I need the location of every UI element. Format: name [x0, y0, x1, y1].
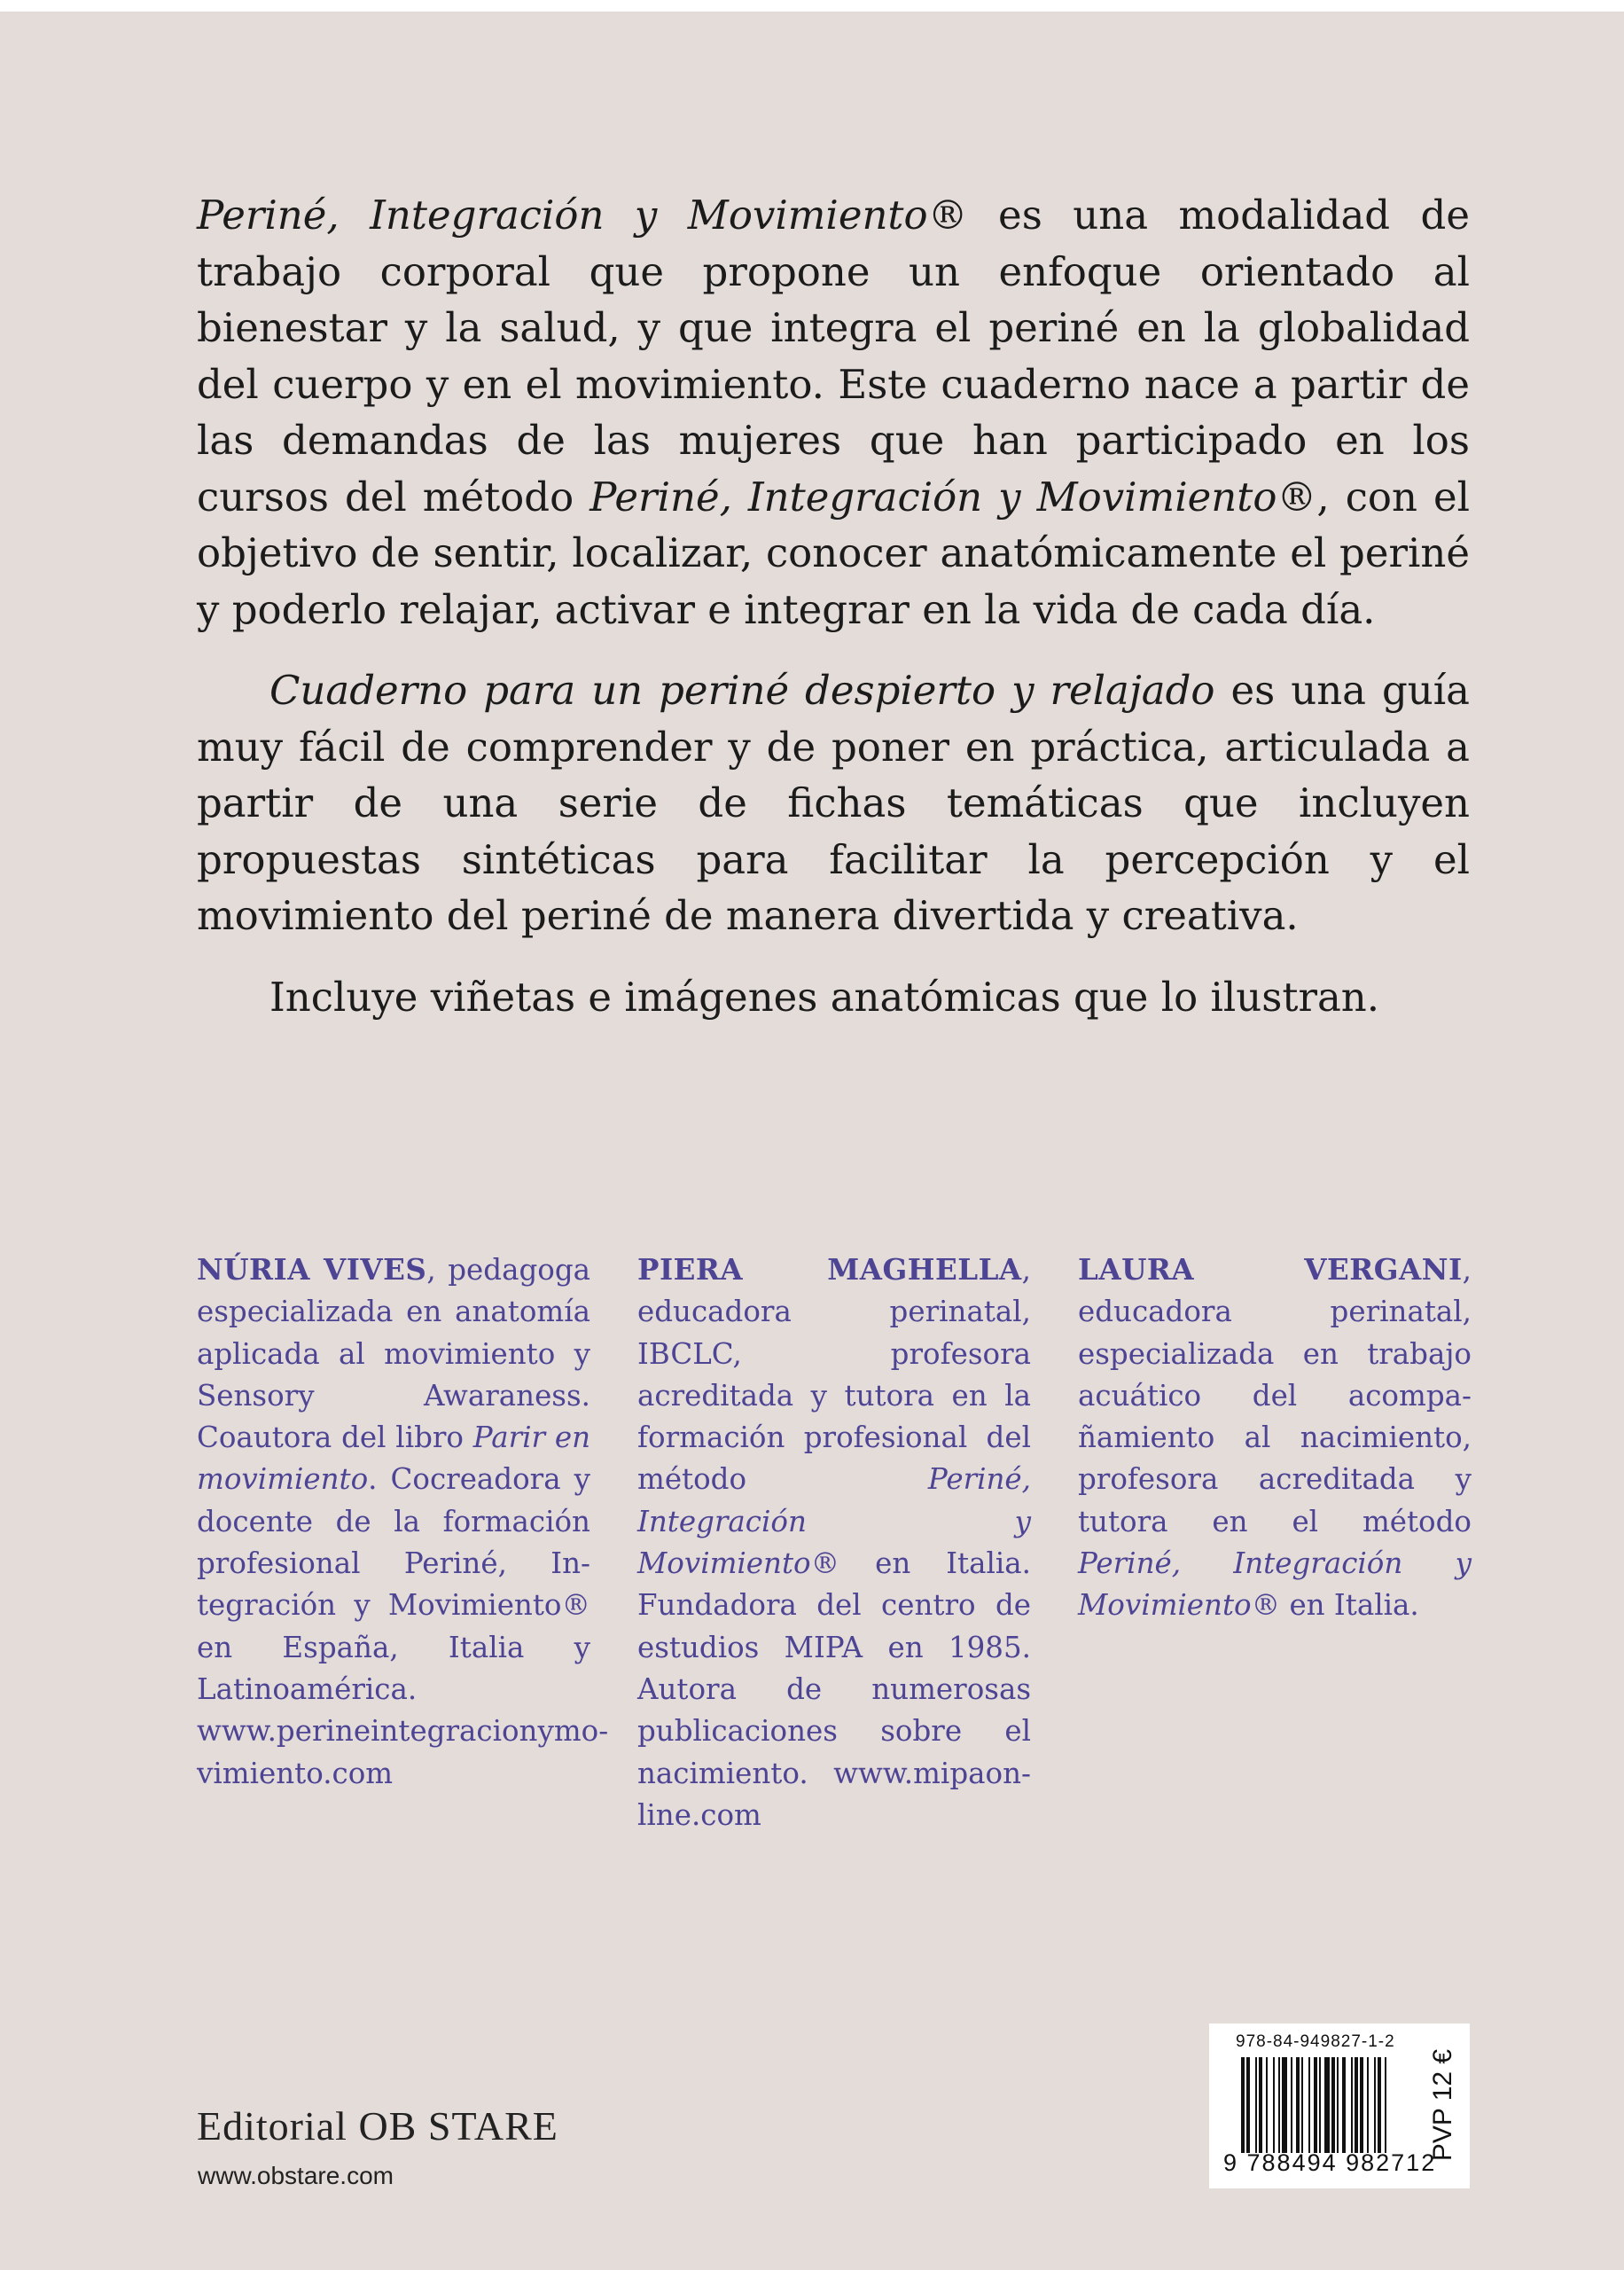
- author-bio-text: , pedagoga especializada en anatomía aplicada al movimiento y Sensory Awaraness. Coautora del libro: [197, 1253, 591, 1455]
- blurb-text: [197, 187, 1470, 1050]
- barcode-panel: [1209, 2023, 1470, 2188]
- price-label: PVP 12 €: [1428, 2048, 1457, 2162]
- author-name: NÚRIA VIVES: [197, 1252, 427, 1287]
- blurb-p2-text: es una guía muy fácil de comprender y de poner en práctica, articulada a partir de una serie de fichas temáticas que incluyen propuestas sintéticas para facilitar la percepción y el movimiento del periné de manera divertida y creativa.: [197, 667, 1470, 939]
- author-bio-nuria-vives: [197, 1248, 609, 1836]
- blurb-paragraph-2: [197, 662, 1470, 944]
- author-bio-italic: Periné, Integración y Movimiento®: [637, 1462, 1031, 1581]
- isbn-number: 978-84-949827-1-2: [1236, 2032, 1395, 2051]
- author-bio-piera-maghella: [637, 1248, 1031, 1836]
- author-bio-italic: Parir en movimiento: [197, 1421, 591, 1497]
- blurb-p1-text: es una modalidad de trabajo corporal que propone un enfoque orientado al bienestar y la salud, y que integra el periné en la globalidad del cuerpo y en el movimiento. Este cuaderno nace a partir de las demandas de las mujeres que han participado en los cursos del método: [197, 192, 1470, 521]
- author-bio-text: . Cocreadora y docente de la formación profesional Periné, Integración y Movimiento® en España, Italia y Latinoamérica. www.perineintegracionymovimiento.com: [197, 1462, 609, 1790]
- blurb-p1-text-end: , con el objetivo de sentir, localizar, conocer anatómicamente el periné y poderlo relajar, activar e integrar en la vida de cada día.: [197, 473, 1470, 633]
- publisher-website: www.obstare.com: [198, 2162, 394, 2189]
- author-name: PIERA MAGHELLA: [637, 1252, 1022, 1287]
- barcode-icon: [1241, 2057, 1415, 2153]
- author-bio-text: , educadora perinatal, IBCLC, profesora acreditada y tutora en la formación profesional del método: [637, 1253, 1031, 1497]
- blurb-paragraph-1: [197, 187, 1470, 638]
- author-bio-text: en Italia.: [1280, 1588, 1419, 1623]
- method-name-italic: Periné, Integración y Movimiento®: [589, 473, 1317, 521]
- book-title-italic: Cuaderno para un periné despierto y relajado: [269, 667, 1215, 714]
- back-cover: [0, 12, 1624, 2270]
- author-bio-text: , educadora perinatal, especializada en trabajo acuático del acompañamiento al nacimiento, profesora acreditada y tutora en el método: [1078, 1253, 1472, 1538]
- ean-digits: 9 788494 982712: [1223, 2149, 1437, 2176]
- author-bio-laura-vergani: [1078, 1248, 1472, 1836]
- author-bio-text: en Italia. Fundadora del centro de estudios MIPA en 1985. Autora de numerosas publicaciones sobre el nacimiento. www.mipaonline.com: [637, 1546, 1031, 1832]
- author-bio-italic: Periné, Integración y Movimiento®: [1078, 1546, 1472, 1623]
- blurb-paragraph-3: Incluye viñetas e imágenes anatómicas que lo ilustran.: [269, 973, 1380, 1021]
- publisher-name: Editorial OB STARE: [197, 2103, 558, 2149]
- author-bios: [197, 1248, 1472, 1836]
- price-label-container: [1425, 2034, 1461, 2176]
- author-name: LAURA VERGANI: [1078, 1252, 1463, 1287]
- method-name-italic: Periné, Integración y Movimiento®: [197, 192, 968, 239]
